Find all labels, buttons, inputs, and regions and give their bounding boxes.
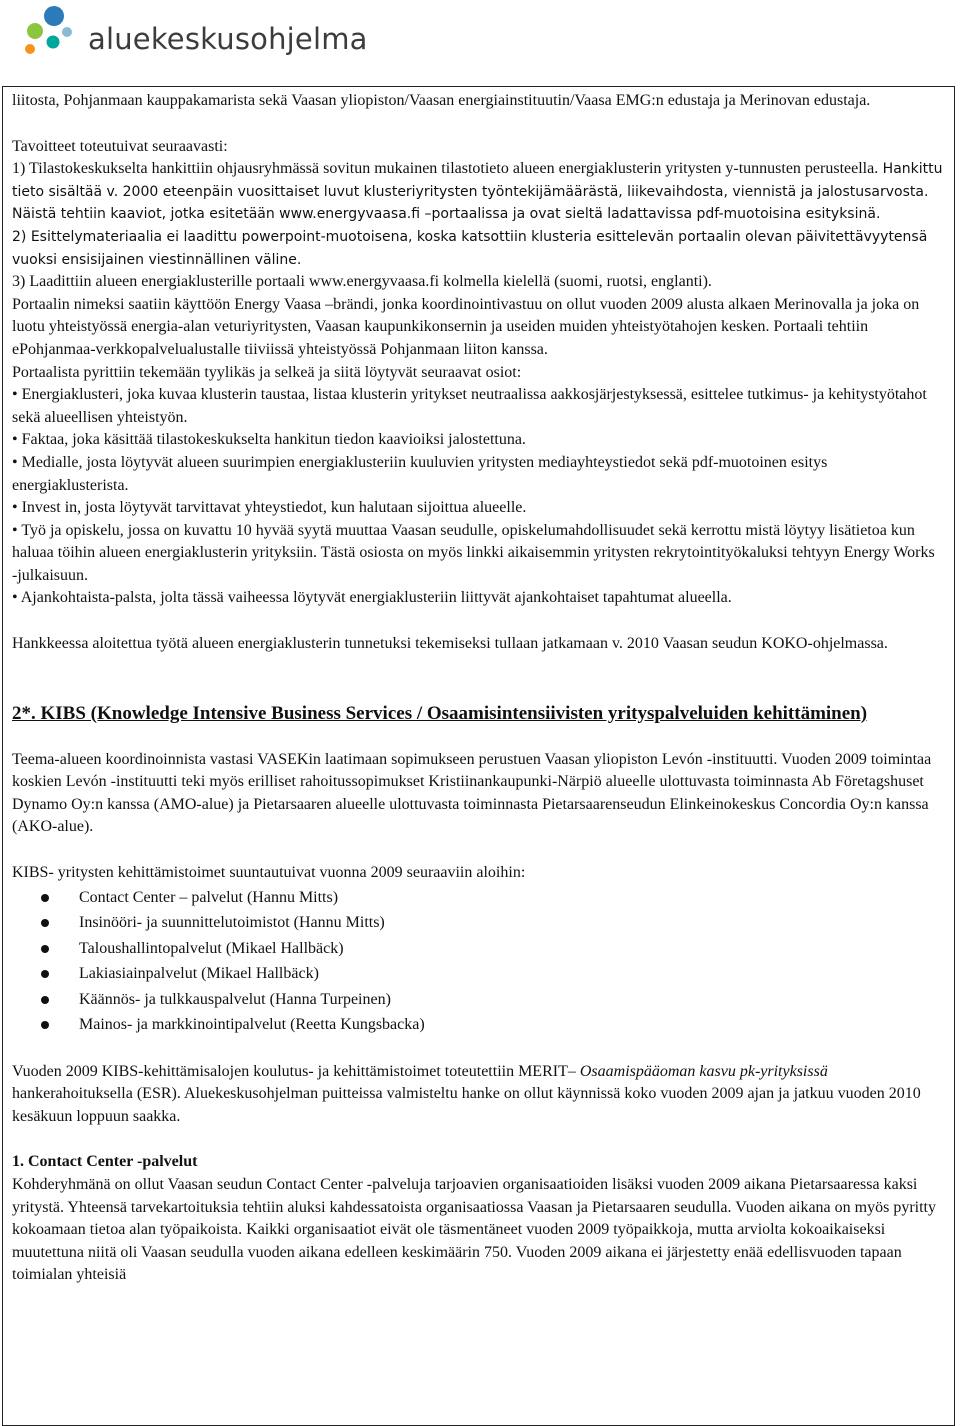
logo-text: aluekeskusohjelma [88, 22, 368, 56]
list-item: Lakiasiainpalvelut (Mikael Hallbäck) [12, 961, 944, 987]
portal-section-3: • Medialle, josta löytyvät alueen suurimpien energiaklusteriin kuuluvien yritysten mediayhteystiedot sekä pdf-muotoinen esitys energiaklusterista. [12, 453, 828, 494]
goal-2: 2) Esittelymateriaalia ei laadittu powerpoint-muotoisena, koska katsottiin klusteria esittelevän portaalin olevan päivitettävyytensä vuoksi ensisijainen viestinnällinen väline. [12, 228, 928, 268]
kibs-list [12, 885, 944, 1038]
portal-paragraph-2: Portaalista pyrittiin tekemään tyylikäs ja selkeä ja siitä löytyvät seuraavat osiot: [12, 363, 522, 381]
merit-italic: Osaamispääoman kasvu pk-yrityksissä [579, 1062, 828, 1080]
continuation-paragraph: Hankkeessa aloitettua työtä alueen energiaklusterin tunnetuksi tekemiseksi tullaan jatkamaan v. 2010 Vaasan seudun KOKO-ohjelmassa. [12, 635, 888, 653]
merit-text-b: hankerahoituksella (ESR). Aluekeskusohjelman puitteissa valmisteltu hanke on ollut käynnissä koko vuoden 2009 ajan ja jatkuu vuoden 2010 kesäkuun loppuun saakka. [12, 1085, 921, 1125]
subsection-heading-contact-center: 1. Contact Center -palvelut [12, 1153, 198, 1171]
merit-paragraph [12, 1061, 944, 1129]
merit-text-a: Vuoden 2009 KIBS-kehittämisalojen koulutus- ja kehittämistoimet toteutettiin MERIT– [12, 1062, 580, 1080]
list-item: Insinööri- ja suunnittelutoimistot (Hannu Mitts) [12, 910, 944, 936]
list-item: Mainos- ja markkinointipalvelut (Reetta Kungsbacka) [12, 1012, 944, 1038]
goal-3: 3) Laadittiin alueen energiaklusterille portaali www.energyvaasa.fi kolmella kielellä (suomi, ruotsi, englanti). [12, 273, 712, 291]
document-frame [2, 86, 955, 1426]
section-heading-kibs: 2*. KIBS (Knowledge Intensive Business Services / Osaamisintensiivisten yrityspalveluiden kehittäminen) [12, 702, 868, 724]
portal-section-6: • Ajankohtaista-palsta, jolta tässä vaiheessa löytyvät energiaklusteriin liittyvät ajankohtaiset tapahtumat alueella. [12, 589, 732, 607]
portal-paragraph-1: Portaalin nimeksi saatiin käyttöön Energy Vaasa –brändi, jonka koordinointivastuu on ollut vuoden 2009 alusta alkaen Merinovalla ja joka on luotu yhteistyössä energia-alan veturiyritysten, Vaasan kaupunkikonsernin ja useiden muiden yhteistyötahojen kesken. Portaali tehtiin ePohjanmaa-verkkopalvelualustalle tiiviissä yhteistyössä Pohjanmaan liiton kanssa. [12, 295, 920, 358]
portal-section-2: • Faktaa, joka käsittää tilastokeskukselta hankitun tiedon kaavioiksi jalostettuna. [12, 431, 526, 449]
kibs-paragraph-1: Teema-alueen koordinoinnista vastasi VASEKin laatimaan sopimukseen perustuen Vaasan yliopiston Levón -instituutti. Vuoden 2009 toimintaa koskien Levón -instituutti teki myös erilliset rahoitussopimukset Kristiinankaupunki-Närpiö alueelle ulottuvasta toiminnasta Ab Företagshuset Dynamo Oy:n kanssa (AMO-alue) ja Pietarsaaren alueelle ulottuvasta toiminnasta Pietarsaarenseudun Elinkeinokeskus Concordia Oy:n kanssa (AKO-alue). [12, 750, 932, 836]
list-item: Contact Center – palvelut (Hannu Mitts) [12, 885, 944, 911]
goal-1 [12, 158, 944, 226]
logo [10, 4, 368, 62]
list-item: Käännös- ja tulkkauspalvelut (Hanna Turpeinen) [12, 987, 944, 1013]
goal-1-detail: Hankittu tieto sisältää v. 2000 eteenpäin vuosittaiset luvut klusteriyritysten työntekijämäärästä, liikevaihdosta, viennistä ja jalostusarvosta. Näistä tehtiin kaaviot, jotka esitetään www.energyvaasa.fi –portaalissa ja ovat sieltä ladattavissa pdf-muotoisina esityksinä. [12, 161, 943, 223]
kibs-paragraph-2: KIBS- yritysten kehittämistoimet suuntautuivat vuonna 2009 seuraaviin aloihin: [12, 864, 526, 882]
logo-circles-icon [10, 4, 90, 62]
portal-section-5: • Työ ja opiskelu, jossa on kuvattu 10 hyvää syytä muuttaa Vaasan seudulle, opiskelumahdollisuudet sekä kerrottu mistä löytyy lisätietoa kun haluaa töihin alueen energiaklusterin yrityksiin. Tästä osiosta on myös linkki aikaisemmin yritysten rekrytointityökaluksi tehtyyn Energy Works -julkaisuun. [12, 521, 935, 584]
goals-intro: Tavoitteet toteutuivat seuraavasti: [12, 137, 228, 155]
contact-center-paragraph: Kohderyhmänä on ollut Vaasan seudun Contact Center -palveluja tarjoavien organisaatioiden lisäksi vuoden 2009 aikana Pietarsaaressa kaksi yritystä. Yhteensä tarvekartoituksia tehtiin aluksi kahdessatoista organisaatiossa Vaasan ja Pietarsaaren seudulla. Vuoden aikana on myös pyritty kokoamaan tietoa alan työpaikoista. Kaikki organisaatiot eivät ole täsmentäneet vuoden 2009 työpaikkoja, mutta arviolta kokoaikaiseksi muutettuna niitä oli Vaasan seudulla vuoden aikana edelleen keskimäärin 750. Vuoden 2009 aikana ei järjestetty enää edellisvuoden tapaan toimialan yhteisiä [12, 1176, 936, 1284]
document-content [3, 87, 954, 1287]
list-item: Taloushallintopalvelut (Mikael Hallbäck) [12, 936, 944, 962]
intro-continuation: liitosta, Pohjanmaan kauppakamarista sekä Vaasan yliopiston/Vaasan energiainstituutin/Vaasa EMG:n edustaja ja Merinovan edustaja. [12, 92, 871, 109]
portal-section-1: • Energiaklusteri, joka kuvaa klusterin taustaa, listaa klusterin yritykset neutraalissa aakkosjärjestyksessä, esittelee tutkimus- ja kehitystyötahot sekä alueellisen yhteistyön. [12, 386, 927, 426]
portal-section-4: • Invest in, josta löytyvät tarvittavat yhteystiedot, kun halutaan sijoittua alueelle. [12, 499, 527, 517]
goal-1-text: 1) Tilastokeskukselta hankittiin ohjausryhmässä sovitun mukainen tilastotieto alueen energiaklusterin yritysten y-tunnusten perusteella. [12, 160, 879, 178]
